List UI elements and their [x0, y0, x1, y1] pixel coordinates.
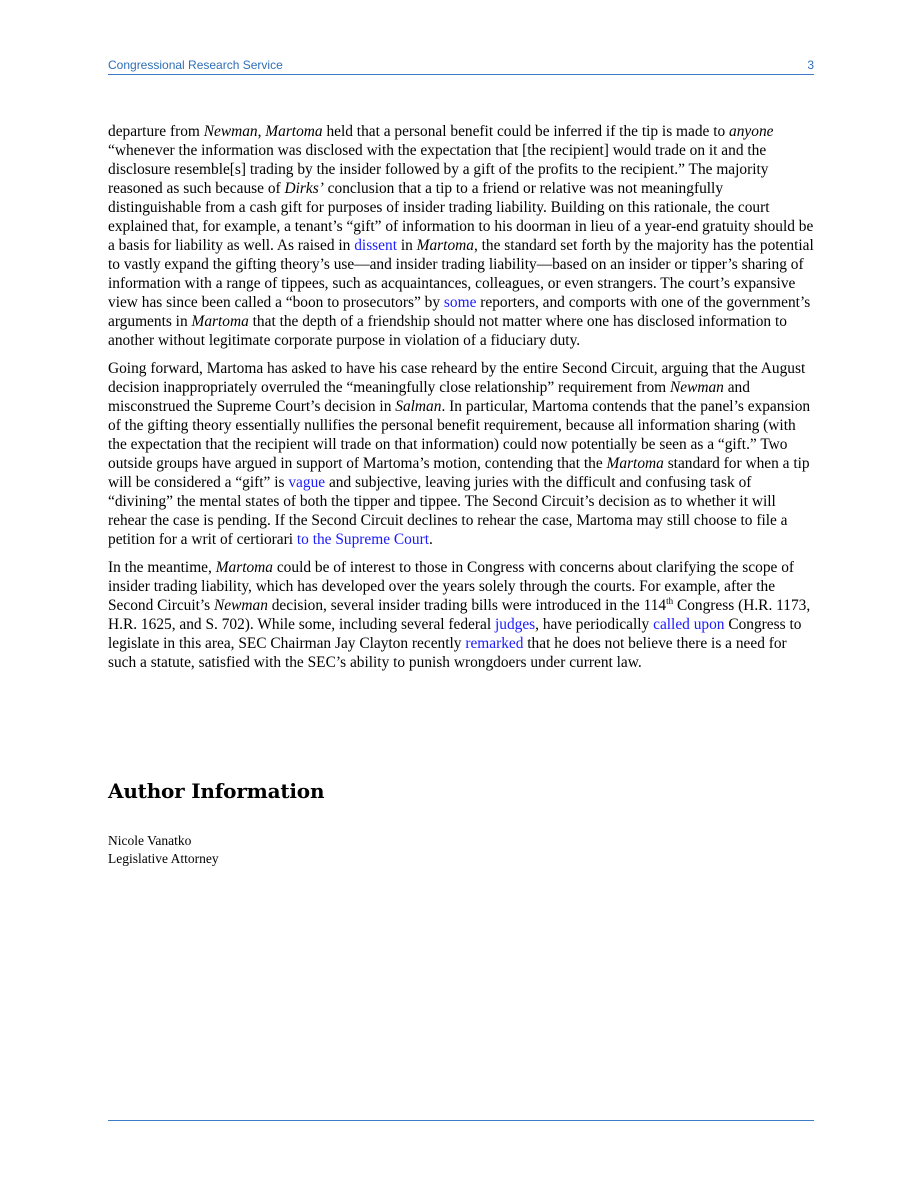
text-run: , the standard set forth by the majority has the potential to vastly expand the gifting theory’s use—and insider trading liability—based on an insider or tipper’s sharing of information with a range of tippees, such as acquaintances, colleagues, or even strangers. The court’s expansive view has since been called a “boon to prosecutors” by: [108, 237, 814, 311]
text-run: . In particular, Martoma contends that the panel’s expansion of the gifting theory essentially nullifies the personal benefit requirement, because all information sharing (with the expectation that the recipient will trade on that information) could now potentially be seen as a “gift.” Two outside groups have argued in support of Martoma’s motion, contending that the: [108, 398, 811, 472]
case-name: Martoma: [215, 559, 273, 576]
text-run: .: [428, 531, 433, 548]
text-run: reporters, and comports with one of the government’s arguments in: [108, 294, 811, 330]
page-number: 3: [807, 58, 814, 72]
page-header: [108, 58, 814, 75]
case-name: Martoma: [606, 455, 664, 472]
judges-link[interactable]: judges: [494, 616, 536, 633]
text-run: could be of interest to those in Congress with concerns about clarifying the scope of insider trading liability, which has developed over the years solely through the courts. For example, after the Second Circuit’s: [108, 559, 795, 614]
paragraph-1: [108, 122, 814, 350]
called-upon-link[interactable]: called upon: [653, 616, 725, 633]
text-run: departure from: [108, 123, 204, 140]
text-run: and misconstrued the Supreme Court’s decision in: [108, 379, 750, 415]
text-run: conclusion that a tip to a friend or relative was not meaningfully distinguishable from a cash gift for purposes of insider trading liability. Building on this rationale, the court explained that, for example, a tenant’s “gift” of information to his doorman in lieu of a year-end gratuity should be a basis for liability as well. As raised in: [108, 180, 814, 254]
case-name: Newman: [670, 379, 724, 396]
text-run: standard for when a tip will be considered a “gift” is: [108, 455, 810, 491]
text-run: held that a personal benefit could be inferred if the tip is made to: [322, 123, 730, 140]
text-run: Congress (H.R. 1173, H.R. 1625, and S. 702). While some, including several federal: [108, 597, 811, 633]
text-run: In the meantime,: [108, 559, 216, 576]
case-name: Dirks’: [284, 180, 324, 197]
ordinal-suffix: th: [666, 596, 674, 606]
author-information-heading: Author Information: [108, 779, 325, 803]
case-name: Salman: [395, 398, 442, 415]
author-block: [108, 832, 219, 868]
case-name: Martoma: [265, 123, 323, 140]
text-run: that the depth of a friendship should not matter where one has disclosed information to another without legitimate corporate purpose in violation of a fiduciary duty.: [108, 313, 787, 349]
text-run: , have periodically: [535, 616, 654, 633]
footer-divider: [108, 1120, 814, 1121]
emphasis-text: anyone: [729, 123, 774, 140]
case-name: Newman: [214, 597, 268, 614]
dissent-link[interactable]: dissent: [354, 237, 397, 254]
case-name: Newman: [203, 123, 258, 140]
vague-link[interactable]: vague: [288, 474, 326, 491]
supreme-court-link[interactable]: to the Supreme Court: [296, 531, 429, 548]
remarked-link[interactable]: remarked: [465, 635, 524, 652]
text-run: ,: [257, 123, 266, 140]
some-reporters-link[interactable]: some: [443, 294, 477, 311]
paragraph-2: [108, 359, 814, 549]
header-organization: Congressional Research Service: [108, 58, 283, 72]
text-run: decision, several insider trading bills were introduced in the 114: [267, 597, 667, 614]
case-name: Martoma: [191, 313, 249, 330]
text-run: “whenever the information was disclosed with the expectation that [the recipient] would trade on it and the disclosure resemble[s] trading by the insider followed by a gift of the profits to the recipient.” The majority reasoned as such because of: [108, 142, 769, 197]
paragraph-3: [108, 558, 814, 672]
text-run: in: [396, 237, 417, 254]
author-title: Legislative Attorney: [108, 851, 219, 866]
author-name: Nicole Vanatko: [108, 833, 192, 848]
case-name: Martoma: [416, 237, 474, 254]
text-run: Congress to legislate in this area, SEC Chairman Jay Clayton recently: [108, 616, 802, 652]
body-text: [108, 122, 814, 681]
text-run: Going forward, Martoma has asked to have his case reheard by the entire Second Circuit, arguing that the August decision inappropriately overruled the “meaningfully close relationship” requirement from: [108, 360, 806, 396]
text-run: and subjective, leaving juries with the difficult and confusing task of “divining” the mental states of both the tipper and tippee. The Second Circuit’s decision as to whether it will rehear the case is pending. If the Second Circuit declines to rehear the case, Martoma may still choose to file a petition for a writ of certiorari: [108, 474, 788, 548]
text-run: that he does not believe there is a need for such a statute, satisfied with the SEC’s ability to punish wrongdoers under current law.: [108, 635, 787, 671]
